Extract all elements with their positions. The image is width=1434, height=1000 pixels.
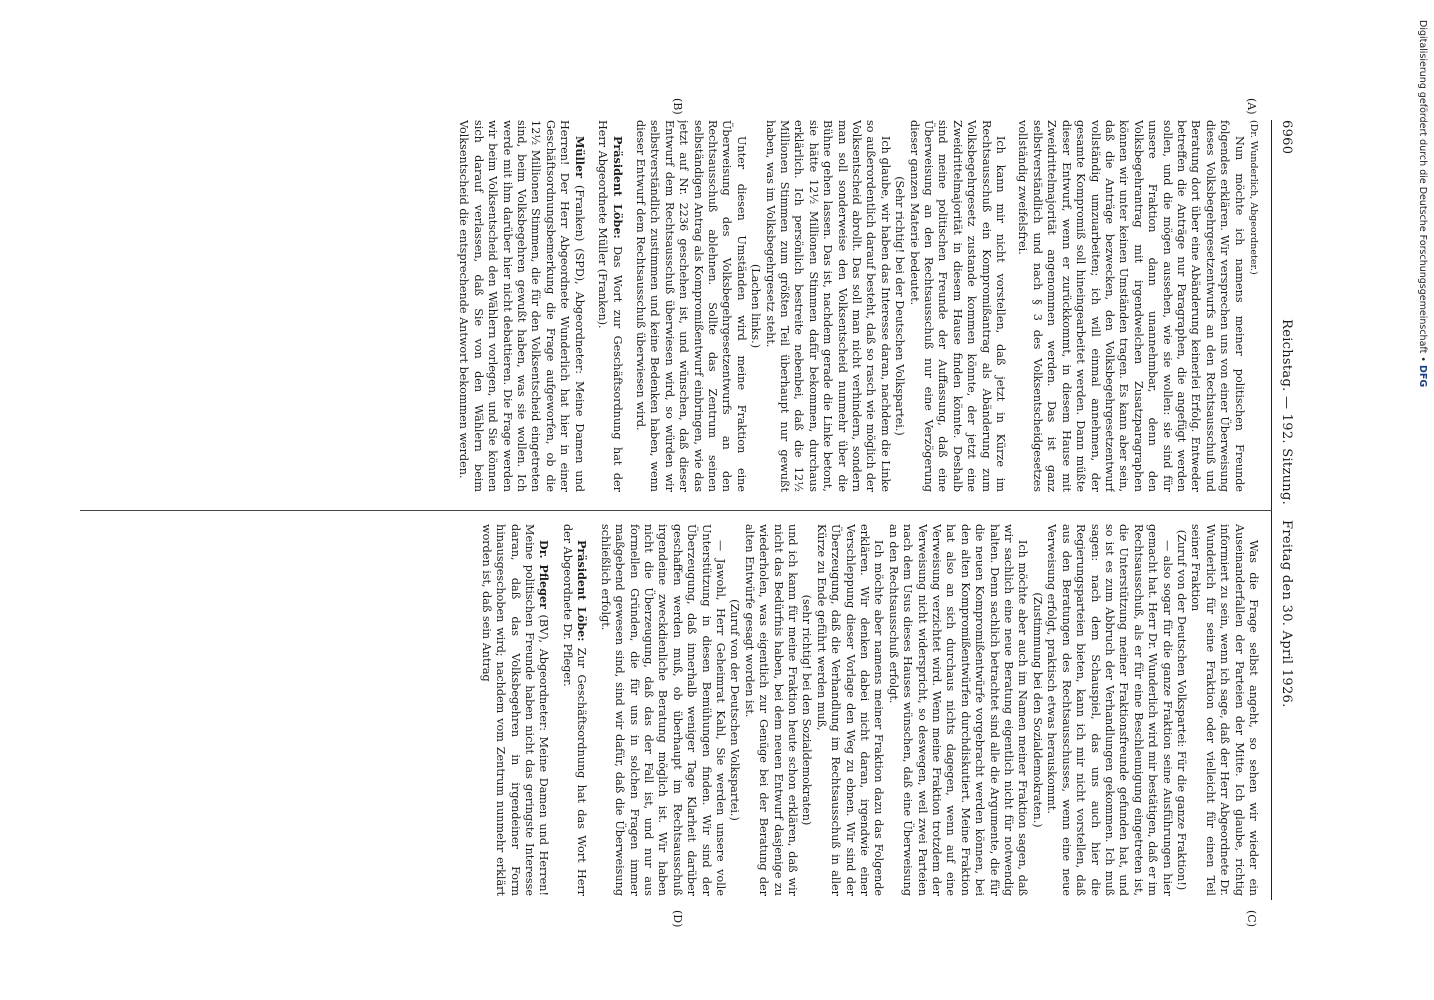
page-number: 6960 — [1279, 120, 1294, 155]
digitization-notice — [1414, 20, 1428, 980]
interjection: (Zuruf von der Deutschen Volkspartei.) — [728, 599, 742, 821]
funding-note: Digitalisierung gefördert durch die Deutsche Forschungsgemeinschaft • — [1417, 20, 1428, 365]
paragraph: Ich möchte aber auch im Namen meiner Fraktion sagen, daß wir sachlich eine neue Beratung eigentlich nicht für notwendig halten. Denn sachlich betrachtet sind alle die Argumente, die für die neuen Kompromißentwürfe vorgebracht werden können, bei den alten Kompromißentwürfen durchdiskutiert. Meine Fraktion hat also an sich durchaus nichts dagegen, wenn auf eine Verweisung verzichtet wird. Wenn meine Fraktion trotzdem der Verweisung nicht widerspricht, so deswegen, weil zwei Parteien nach dem Usus dieses Hauses wünschen, daß eine Überweisung an den Rechtsausschuß erfolgt. — [886, 524, 1030, 896]
paragraph: und ich kann für meine Fraktion heute schon erklären, daß wir nicht das Bedürfnis haben, bei dem neuen Entwurf dasjenige zu wiederholen, was eigentlich zur Genüge bei der Beratung der alten Entwürfe gesagt worden ist. — [742, 524, 799, 896]
left-column — [80, 120, 1260, 492]
speaker-name: Präsident Löbe: — [610, 136, 625, 239]
speaker-name: Präsident Löbe: — [575, 540, 590, 642]
margin-marker-b: (B) — [671, 98, 684, 115]
interjection: (Lachen links.) — [749, 263, 763, 349]
speaker-continuation: (Dr. Wunderlich, Abgeordneter.) — [1248, 120, 1259, 275]
paragraph: Unter diesen Umständen wird meine Fraktion eine Überweisung des Volksbegehrgesetzentwurfs an den Rechtsausschuß ablehnen. Sollte das Zentrum seinen selbständigen Antrag als Kompromißentwurf einbringen, wie das jetzt auf Nr. 2236 geschehen ist, und wünschen, daß dieser Entwurf dem Rechtsausschuß überwiesen wird, so würden wir selbstverständlich zustimmen und keine Bedenken haben, wenn dieser Entwurf dem Rechtsausschuß überwiesen wird. — [633, 120, 748, 492]
session-date: Freitag den 30. April 1926. — [1279, 520, 1294, 708]
paragraph: — Jawohl, Herr Geheimrat Kahl, Sie werden unsere volle Unterstützung in diesen Bemühungen finden. Wir sind der Überzeugung, daß innerhalb weniger Tage Klarheit darüber geschaffen werden muß, ob überhaupt im Rechtsausschuß irgendeine zweckdienliche Beratung möglich ist. Wir haben nicht die Überzeugung, daß das der Fall ist, und nur aus formellen Gründen, die für uns in solchen Fragen immer maßgebend gewesen sind, sind wir dafür, daß die Überweisung schließlich erfolgt. — [598, 524, 727, 896]
column-divider — [80, 510, 1272, 511]
speech-text: (Franken) (SPD), Abgeordneter: Meine Damen und Herren! Der Herr Abgeordnete Wunderlich hat hier in einer Geschäftsordnungsbemerkung die Frage aufgeworfen, ob die 12½ Millionen Stimmen, die für den Volksentscheid eingetreten sind, beim Volksbegehren gewußt haben, was sie wollen. Ich werde mit ihm darüber hier nicht debattieren. Die Frage werden wir beim Volksentscheid den Wählern vorlegen, und Sie können sich darauf verlassen, daß Sie von den Wählern beim Volksentscheid die entsprechende Antwort bekommen werden. — [457, 120, 586, 492]
president-remark — [595, 120, 625, 492]
speech-text: (BV), Abgeordneter: Meine Damen und Herren! Meine politischen Freunde haben nicht das geringste Interesse daran, daß das Volksbegehren in irgendeiner Form hinausgeschoben wird; nachdem vom Zentrum nunmehr erklärt worden ist, daß sein Antrag — [479, 524, 551, 896]
president-remark — [560, 524, 590, 896]
speech-text: Zur Geschäftsordnung hat das Wort Herr der Abgeordnete Dr. Pfleger. — [560, 524, 589, 896]
paragraph: Nun möchte ich namens meiner politischen Freunde folgendes erklären. Wir versprechen uns von einer Überweisung dieses Volksbegehrgesetzentwurfs an den Rechtsausschuß und Beratung dort über eine Abänderung keinerlei Erfolg. Entweder betreffen die Anträge nur Paragraphen, die angefügt werden sollen, und die mögen aussehen, wie sie wollen: sie sind für unsere Fraktion dann unannehmbar, denn den Volksbegehrantrag mit irgendwelchen Zusatzparagraphen können wir unter keinen Umständen tragen. Es kann aber sein, daß die Anträge bezwecken, den Volksbegehrgesetzentwurf vollständig umzuarbeiten; ich will einmal annehmen, der gesamte Kompromiß soll hineingearbeitet werden. Dann müßte dieser Entwurf, wenn er zurückkommt, in diesem Hause mit Zweidrittelmajorität angenommen werden. Das ist ganz selbstverständlich und nach § 3 des Volksentscheidgesetzes vollständig zweifelsfrei. — [1016, 120, 1246, 492]
margin-marker-a: (A) — [1245, 98, 1258, 115]
interjection: (Sehr richtig! bei der Deutschen Volkspartei.) — [893, 176, 907, 436]
interjection: (Zuruf von der Deutschen Volkspartei: Für die ganze Fraktion!) — [1174, 529, 1188, 891]
speaker-name: Müller — [572, 136, 587, 179]
paragraph: Was die Frage selbst angeht, so sehen wir wieder ein Auseinanderfallen der Parteien der Mitte. Ich glaube, richtig informiert zu sein, wenn ich sage, daß der Herr Abgeordnete Dr. Wunderlich für seine Fraktion oder vielleicht für einen Teil seiner Fraktion — [1189, 524, 1260, 896]
margin-marker-d: (D) — [671, 910, 684, 928]
paragraph: Ich kann mir nicht vorstellen, daß jetzt in Kürze im Rechtsausschuß ein Kompromißantrag als Abänderung zum Volksbegehrgesetz zustande kommen könnte, der jetzt eine Zweidrittelmajorität in diesem Hause finden könnte. Deshalb sind meine politischen Freunde der Auffassung, daß eine Überweisung an den Rechtsausschuß nur eine Verzögerung dieser ganzen Materie bedeutet. — [907, 120, 1008, 492]
speaker-name: Dr. Pfleger — [537, 540, 552, 609]
speech — [456, 120, 587, 492]
paragraph: Ich möchte aber namens meiner Fraktion dazu das Folgende erklären. Wir denken dabei nicht daran, irgendwie einer Verschleppung dieser Vorlage den Weg zu ebnen. Wir sind der Überzeugung, daß die Verhandlung im Rechtsausschuß in aller Kürze zu Ende geführt werden muß, — [814, 524, 886, 896]
speech — [478, 524, 551, 896]
margin-marker-c: (C) — [1245, 910, 1258, 927]
page-content — [64, 98, 1294, 928]
page-header — [1276, 120, 1294, 900]
interjection: (sehr richtig! bei den Sozialdemokraten) — [800, 594, 814, 826]
session-title: Reichstag. — 192. Sitzung. — [1279, 319, 1294, 505]
right-column — [80, 524, 1260, 896]
paragraph: Ich glaube, wir haben das Interesse daran, nachdem die Linke so außerordentlich darauf besteht, daß so rasch wie möglich der Volksentscheid abrollt. Das soll man nicht verhindern, sondern man soll sonderweise den Volksentscheid nunmehr über die Bühne gehen lassen. Das ist, nachdem gerade die Linke betont, sie hätte 12½ Millionen Stimmen dafür bekommen, durchaus erklärlich. Ich persönlich bestreite nebenbei, daß die 12½ Millionen Stimmen zum größten Teil überhaupt nur gewußt haben, was im Volksbegehrgesetz steht. — [763, 120, 892, 492]
paragraph: — also sogar für die ganze Fraktion seine Ausführungen hier gemacht hat. Herr Dr. Wunderlich wird mir bestätigen, daß er im Rechtsausschuß, als er für eine Beschleunigung eingetreten ist, die Unterstützung meiner Fraktionsfreunde gefunden hat, und so ist es zum Abbruch der Verhandlungen gekommen. Ich muß sagen: nach dem Schauspiel, das uns auch hier die Regierungsparteien bieten, kann ich mir nicht vorstellen, daß aus den Beratungen des Rechtsausschusses, wenn eine neue Verweisung erfolgt, praktisch etwas herauskommt. — [1045, 524, 1174, 896]
interjection: (Zustimmung bei den Sozialdemokraten.) — [1030, 592, 1044, 828]
speech-text: Das Wort zur Geschäftsordnung hat der Herr Abgeordnete Müller (Franken). — [596, 120, 624, 492]
dfg-logo: DFG — [1417, 364, 1428, 388]
